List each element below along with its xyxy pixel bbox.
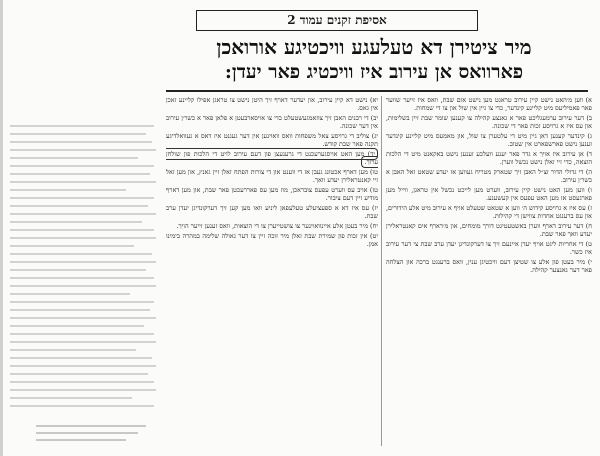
- paragraph: יג) צוליב די גרויסע צאל משפחות וואס וואוינען אין דער געגנט איז דאס א געוואלדיגע תקנה פאר שבת קודש.: [166, 131, 378, 149]
- column-divider: [381, 96, 382, 446]
- column-left: [166, 96, 378, 446]
- paragraph: ט) די אחריות ליגט אויף יעדן איינעם זיך צו דערקונדיגן יעדן ערב שבת צי דער עירוב איז כשר.: [386, 239, 592, 257]
- paragraph: ו) ווען מען האט נישט קיין עירוב, ווערט מען לייכט נכשל אין טראגן, ווייל מען פארגעסט אז מען האט עפעס אין קעשענע.: [386, 185, 592, 203]
- paragraph: יא) נישט דא קיין עירוב, און יעדער דארף זיך היטן נישט צו טראגן אפילו קליינע זאכן אין גאס.: [166, 96, 378, 113]
- page-header: [196, 10, 478, 31]
- paragraph: ה) די גדולי הדור זצ״ל האבן זיך שטארק מטריח געווען אז יעדע שטאט זאל האבן א כשר׳ן עירוב.: [386, 167, 592, 185]
- paragraph: יט) אין זכות פון שמירת שבת זאלן מיר זוכה זיין צו דער גאולה שלימה במהרה בימינו אמן.: [166, 231, 378, 248]
- page-header-label: אסיפת זקנים עמוד 2: [287, 13, 387, 27]
- title-rule: [166, 90, 588, 92]
- paragraph: יז) עס איז דא א ספעציעלע טעלעפאן ליניע וואו מען קען זיך דערקונדיגן יעדן ערב שבת.: [166, 203, 378, 221]
- paragraph: ח) דער עירוב דארף ווערן באשטעטיגט דורך מומחים, און מ׳דארף אים קאנטראלירן יעדע וואך פאר שבת.: [386, 221, 592, 239]
- highlighted-paragraph: [166, 150, 378, 167]
- paragraph: ג) קינדער קענען דאן גיין מיט די עלטערן צו שול, און מאמעס מיט קליינע קינדער זענען נישט פארשפארט אין שטוב.: [386, 131, 592, 149]
- faded-margin-note: [6, 420, 158, 442]
- circled-text: יד) מען האט אויסגערעכנט די גרענעצן פון דעם עירוב לויט די הלכות פון שולחן ערוך.: [166, 149, 378, 167]
- paragraph: ב) דער עירוב ערמעגליכט פאר א גאנצע קהילה צו קענען שומר שבת זיין בשלימות, און עס איז א גרויסע זכות פאר די שכונה.: [386, 113, 592, 131]
- article-title: [160, 34, 588, 84]
- title-line-1: מיר ציטירן דא טעלעגע וויכטיגע אורואכן: [216, 35, 532, 59]
- paragraph: יב) די רבנים האבן זיך צוזאמגעשטעלט כדי צו אויסארבעטן א פלאן פאר א כשר׳ן עירוב אין דער שכונה.: [166, 113, 378, 131]
- paragraph: יח) מיר בעטן אלע איינוואוינער צו צושטייערן צו די הוצאות, וואס זענען זייער הויך.: [176, 221, 378, 230]
- paragraph: א) ווען מ׳האט נישט קיין עירוב טראגט מען נישט אום שבת, וואס איז זייער שווער פאר פאמיליעס מיט קליינע קינדער, כדי צו גיין אין שול און צו די שמחות.: [386, 96, 592, 113]
- column-right: [386, 96, 592, 446]
- paragraph: ז) עס איז א גרויסע קידוש ה׳ ווען א שטאט שטעלט אויף א עירוב מיט אלע הידורים, און עס ברענגט אחדות צווישן די קהילות.: [386, 203, 592, 221]
- paragraph: ד) אן עירוב איז אויך א גדר פאר יענע וועלכע זענען נישט באקאנט מיט די הלכות הוצאה, כדי זיי זאלן נישט נכשל ווערן.: [386, 149, 592, 167]
- faded-margin-text: [6, 120, 158, 420]
- title-line-2: פארוואס אן עירוב איז וויכטיג פאר יעדן:: [224, 61, 524, 83]
- scan-edge: [0, 0, 3, 456]
- paragraph: י) מיר בעטן פון אלע צו שטיצן דעם וויכטיגן ענין, וואס ברענגט ברכה און הצלחה פאר דער גאנצער קהילה.: [386, 257, 592, 275]
- paragraph: טו) מען דארף אכטונג געבן אז די ווענט און די צורות הפתח זאלן זיין גאנץ, און מען זאל זיי קאנטראלירן יעדע וואך.: [166, 167, 378, 185]
- paragraph: טז) אויב עס ווערט עפעס צובראכן, מוז מען עס פאררעכטן פאר שבת, און מען דארף מודיע זיין דעם ציבור.: [166, 185, 378, 203]
